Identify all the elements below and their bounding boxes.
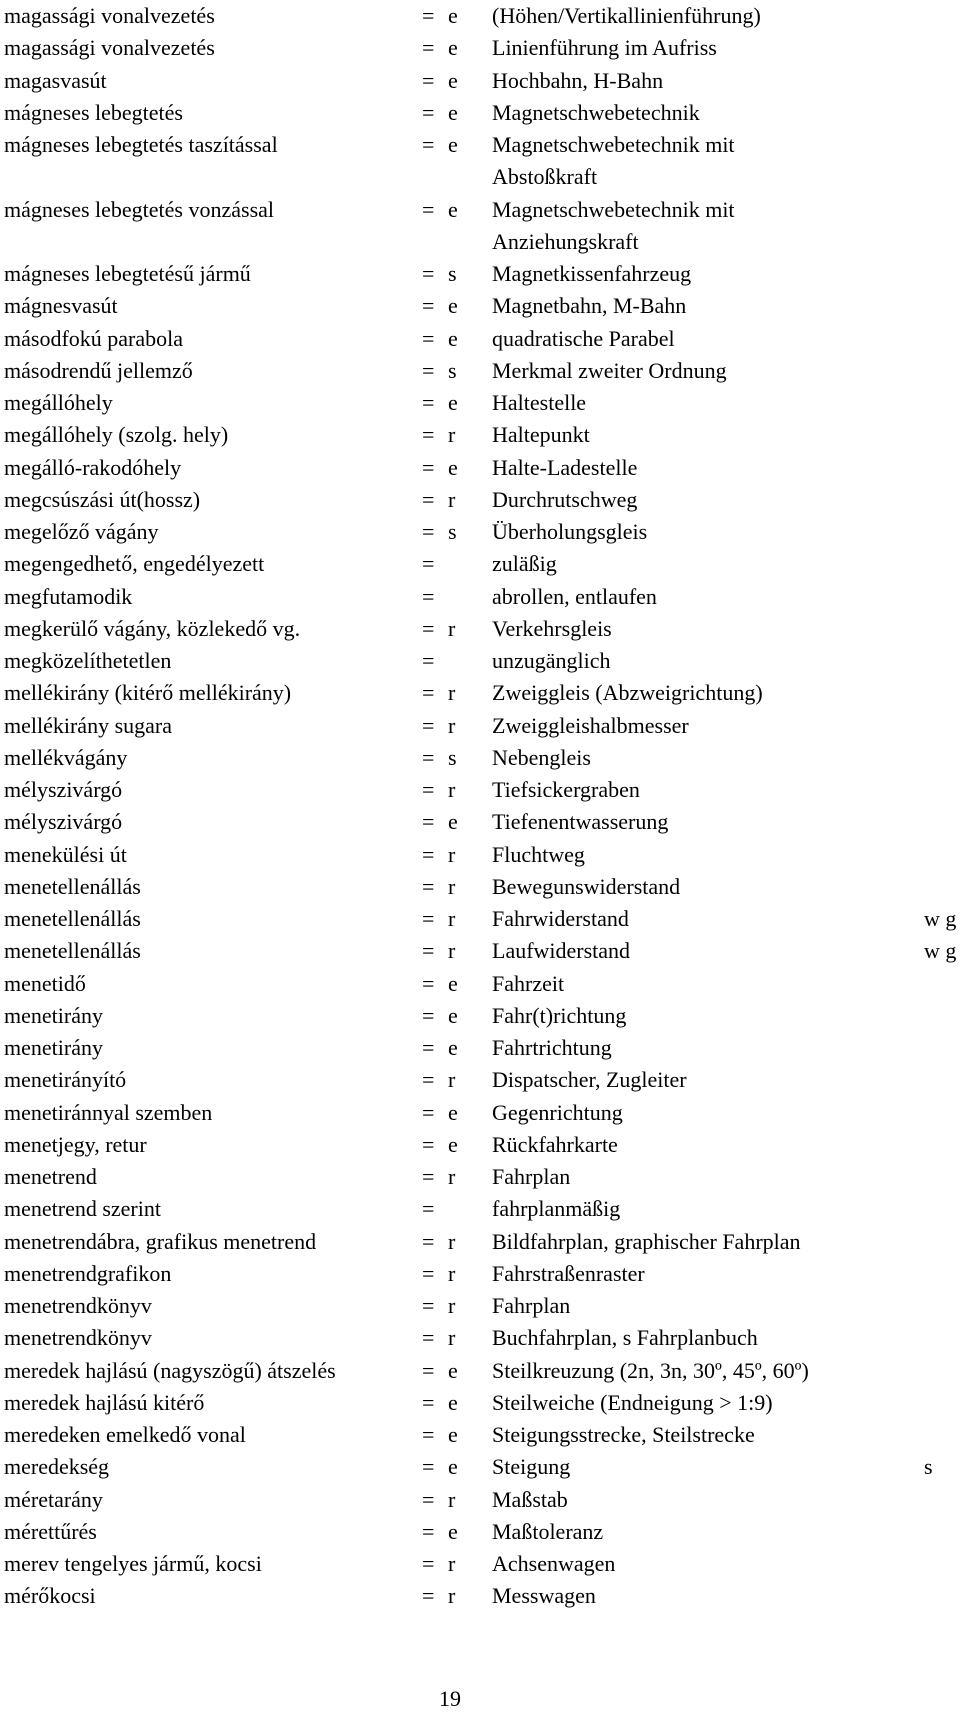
gender-marker: r xyxy=(448,1486,456,1512)
german-term: Fluchtweg xyxy=(492,841,585,867)
hungarian-term: megfutamodik xyxy=(4,583,133,609)
equals-sign: = xyxy=(422,1551,435,1576)
hungarian-term: mágneses lebegtetés vonzással xyxy=(4,196,275,222)
glossary-entry xyxy=(4,1548,960,1580)
hungarian-term: meredekség xyxy=(4,1454,110,1480)
german-term: Anziehungskraft xyxy=(492,228,639,254)
glossary-entry xyxy=(4,1032,960,1064)
page-number: 19 xyxy=(439,1686,461,1711)
gender-marker: e xyxy=(448,1131,458,1157)
german-term: Linienführung im Aufriss xyxy=(492,35,717,61)
gender-marker: r xyxy=(448,712,456,738)
german-term: Magnetbahn, M-Bahn xyxy=(492,293,687,319)
hungarian-term: menetrendábra, grafikus menetrend xyxy=(4,1228,317,1254)
equals-sign: = xyxy=(422,1099,435,1125)
glossary-entry xyxy=(4,613,960,645)
hungarian-term: meredek hajlású (nagyszögű) átszelés xyxy=(4,1357,336,1383)
equals-sign: = xyxy=(422,712,435,738)
gender-marker: r xyxy=(448,1164,456,1189)
glossary-entry xyxy=(4,1258,960,1290)
gender-marker: e xyxy=(448,1389,458,1415)
gender-marker: r xyxy=(448,422,456,448)
hungarian-term: mélyszivárgó xyxy=(4,777,123,802)
gender-marker: e xyxy=(448,1422,458,1447)
hungarian-term: menetidő xyxy=(4,970,86,996)
glossary-entry xyxy=(4,97,960,129)
german-term: Maßstab xyxy=(492,1486,568,1512)
equals-sign: = xyxy=(422,777,435,802)
glossary-entry xyxy=(4,1451,960,1483)
german-term: Verkehrsgleis xyxy=(492,615,612,641)
equals-sign: = xyxy=(422,357,435,383)
gender-marker: r xyxy=(448,1325,456,1351)
hungarian-term: megközelíthetetlen xyxy=(4,648,172,673)
equals-sign: = xyxy=(422,970,435,996)
equals-sign: = xyxy=(422,841,435,867)
equals-sign: = xyxy=(422,132,435,157)
hungarian-term: menetirány xyxy=(4,1035,103,1060)
equals-sign: = xyxy=(422,293,435,319)
equals-sign: = xyxy=(422,680,435,706)
glossary-entry xyxy=(4,968,960,1000)
equals-sign: = xyxy=(422,3,435,28)
hungarian-term: megkerülő vágány, közlekedő vg. xyxy=(4,615,301,641)
equals-sign: = xyxy=(422,1583,435,1609)
equals-sign: = xyxy=(422,196,435,222)
german-term: Fahrplan xyxy=(492,1164,571,1189)
gender-marker: e xyxy=(448,454,458,480)
equals-sign: = xyxy=(422,99,435,125)
equals-sign: = xyxy=(422,261,435,286)
equals-sign: = xyxy=(422,1357,435,1383)
glossary-list xyxy=(4,0,960,1613)
equals-sign: = xyxy=(422,67,435,93)
gender-marker: e xyxy=(448,1002,458,1028)
glossary-entry xyxy=(4,1580,960,1612)
equals-sign: = xyxy=(422,454,435,480)
hungarian-term: megelőző vágány xyxy=(4,519,159,544)
gender-marker: e xyxy=(448,99,458,125)
glossary-entry xyxy=(4,65,960,97)
german-term: Magnetkissenfahrzeug xyxy=(492,261,692,286)
hungarian-term: menetellenállás xyxy=(4,873,141,899)
equals-sign: = xyxy=(422,1454,435,1480)
equals-sign: = xyxy=(422,390,435,415)
german-term: Fahrstraßenraster xyxy=(492,1260,645,1286)
gender-marker: e xyxy=(448,809,458,835)
hungarian-term: megálló-rakodóhely xyxy=(4,454,182,480)
glossary-entry xyxy=(4,871,960,903)
hungarian-term: menetrendkönyv xyxy=(4,1293,152,1318)
german-term: Magnetschwebetechnik xyxy=(492,99,700,125)
equals-sign: = xyxy=(422,35,435,61)
glossary-entry xyxy=(4,1129,960,1161)
hungarian-term: mellékvágány xyxy=(4,744,128,770)
glossary-entry xyxy=(4,581,960,613)
glossary-entry xyxy=(4,387,960,419)
german-term: zuläßig xyxy=(492,551,557,577)
hungarian-term: menetrend szerint xyxy=(4,1196,161,1222)
equals-sign: = xyxy=(422,906,435,931)
gender-marker: e xyxy=(448,35,458,61)
glossary-entry xyxy=(4,645,960,677)
glossary-entry xyxy=(4,1484,960,1516)
equals-sign: = xyxy=(422,938,435,964)
glossary-entry xyxy=(4,710,960,742)
equals-sign: = xyxy=(422,1131,435,1157)
hungarian-term: mágneses lebegtetésű jármű xyxy=(4,261,251,286)
german-term: Magnetschwebetechnik mit xyxy=(492,132,735,157)
german-term: fahrplanmäßig xyxy=(492,1196,621,1222)
gender-marker: e xyxy=(448,1518,458,1544)
glossary-entry xyxy=(4,129,960,161)
gender-marker: r xyxy=(448,841,456,867)
german-term: Buchfahrplan, s Fahrplanbuch xyxy=(492,1325,758,1351)
glossary-entry xyxy=(4,484,960,516)
equals-sign: = xyxy=(422,615,435,641)
glossary-entry xyxy=(4,1193,960,1225)
glossary-entry xyxy=(4,161,960,193)
gender-marker: r xyxy=(448,938,456,964)
equals-sign: = xyxy=(422,1486,435,1512)
hungarian-term: másodrendű jellemző xyxy=(4,357,193,383)
gender-marker: s xyxy=(448,261,457,286)
glossary-entry xyxy=(4,548,960,580)
gender-marker: r xyxy=(448,1583,456,1609)
glossary-entry xyxy=(4,290,960,322)
gender-marker: e xyxy=(448,196,458,222)
hungarian-term: menekülési út xyxy=(4,841,127,867)
hungarian-term: menetjegy, retur xyxy=(4,1131,147,1157)
german-term: quadratische Parabel xyxy=(492,325,675,351)
german-term: Dispatscher, Zugleiter xyxy=(492,1067,687,1093)
german-term: Fahrzeit xyxy=(492,970,565,996)
equals-sign: = xyxy=(422,1260,435,1286)
hungarian-term: magassági vonalvezetés xyxy=(4,35,215,61)
glossary-entry xyxy=(4,1322,960,1354)
gender-marker: r xyxy=(448,1260,456,1286)
hungarian-term: menetirányító xyxy=(4,1067,127,1093)
equals-sign: = xyxy=(422,744,435,770)
glossary-entry xyxy=(4,1355,960,1387)
german-term: Fahrwiderstand xyxy=(492,906,629,931)
glossary-entry xyxy=(4,1161,960,1193)
equals-sign: = xyxy=(422,1164,435,1189)
equals-sign: = xyxy=(422,1035,435,1060)
glossary-entry xyxy=(4,1290,960,1322)
equals-sign: = xyxy=(422,422,435,448)
glossary-entry xyxy=(4,1516,960,1548)
gender-marker: r xyxy=(448,486,456,512)
equals-sign: = xyxy=(422,1067,435,1093)
glossary-entry xyxy=(4,677,960,709)
german-term: Bewegunswiderstand xyxy=(492,873,681,899)
equals-sign: = xyxy=(422,648,435,673)
german-term: Abstoßkraft xyxy=(492,164,598,190)
gender-marker: e xyxy=(448,67,458,93)
glossary-entry xyxy=(4,194,960,226)
german-term: Magnetschwebetechnik mit xyxy=(492,196,735,222)
gender-marker: r xyxy=(448,906,456,931)
hungarian-term: menetellenállás xyxy=(4,906,141,931)
equals-sign: = xyxy=(422,1002,435,1028)
equals-sign: = xyxy=(422,1228,435,1254)
german-term: Zweiggleis (Abzweigrichtung) xyxy=(492,680,763,706)
equals-sign: = xyxy=(422,486,435,512)
german-term: Achsenwagen xyxy=(492,1551,616,1576)
hungarian-term: mellékirány sugara xyxy=(4,712,172,738)
german-term: Steilkreuzung (2n, 3n, 30º, 45º, 60º) xyxy=(492,1357,809,1383)
glossary-entry xyxy=(4,1097,960,1129)
german-term: Rückfahrkarte xyxy=(492,1131,618,1157)
gender-marker: s xyxy=(448,519,457,544)
gender-marker: e xyxy=(448,132,458,157)
german-term: Tiefenentwasserung xyxy=(492,809,669,835)
hungarian-term: menetirány xyxy=(4,1002,103,1028)
equals-sign: = xyxy=(422,519,435,544)
german-term: Fahrtrichtung xyxy=(492,1035,612,1060)
equals-sign: = xyxy=(422,325,435,351)
glossary-entry xyxy=(4,1000,960,1032)
equals-sign: = xyxy=(422,1293,435,1318)
hungarian-term: megállóhely (szolg. hely) xyxy=(4,422,229,448)
hungarian-term: merev tengelyes jármű, kocsi xyxy=(4,1551,262,1576)
hungarian-term: mágneses lebegtetés xyxy=(4,99,183,125)
german-term: Laufwiderstand xyxy=(492,938,631,964)
equals-sign: = xyxy=(422,873,435,899)
gender-marker: r xyxy=(448,873,456,899)
hungarian-term: magasvasút xyxy=(4,67,107,93)
hungarian-term: magassági vonalvezetés xyxy=(4,3,215,28)
hungarian-term: mélyszivárgó xyxy=(4,809,123,835)
hungarian-term: menetiránnyal szemben xyxy=(4,1099,213,1125)
gender-marker: r xyxy=(448,777,456,802)
hungarian-term: menetrend xyxy=(4,1164,97,1189)
german-term: Überholungsgleis xyxy=(492,519,648,544)
glossary-entry xyxy=(4,806,960,838)
hungarian-term: meredek hajlású kitérő xyxy=(4,1389,205,1415)
glossary-entry xyxy=(4,774,960,806)
german-term: Fahrplan xyxy=(492,1293,571,1318)
glossary-entry xyxy=(4,355,960,387)
hungarian-term: megcsúszási út(hossz) xyxy=(4,486,201,512)
hungarian-term: méretarány xyxy=(4,1486,103,1512)
glossary-entry xyxy=(4,1064,960,1096)
glossary-entry xyxy=(4,323,960,355)
glossary-entry xyxy=(4,258,960,290)
german-term: (Höhen/Vertikallinienführung) xyxy=(492,3,761,28)
german-term: Halte-Ladestelle xyxy=(492,454,638,480)
german-term: Maßtoleranz xyxy=(492,1518,604,1544)
hungarian-term: meredeken emelkedő vonal xyxy=(4,1422,246,1447)
hungarian-term: megengedhető, engedélyezett xyxy=(4,551,265,577)
glossary-entry xyxy=(4,419,960,451)
gender-marker: r xyxy=(448,1067,456,1093)
gender-marker: e xyxy=(448,1099,458,1125)
side-note: s xyxy=(924,1454,933,1480)
gender-marker: e xyxy=(448,970,458,996)
glossary-entry xyxy=(4,1226,960,1258)
glossary-entry xyxy=(4,742,960,774)
equals-sign: = xyxy=(422,1389,435,1415)
german-term: Bildfahrplan, graphischer Fahrplan xyxy=(492,1228,801,1254)
gender-marker: r xyxy=(448,615,456,641)
german-term: Fahr(t)richtung xyxy=(492,1002,627,1028)
gender-marker: e xyxy=(448,3,458,28)
gender-marker: s xyxy=(448,357,457,383)
hungarian-term: menetrendkönyv xyxy=(4,1325,152,1351)
equals-sign: = xyxy=(422,1196,435,1222)
side-note: w g xyxy=(924,906,957,931)
german-term: abrollen, entlaufen xyxy=(492,583,657,609)
german-term: Gegenrichtung xyxy=(492,1099,623,1125)
german-term: Merkmal zweiter Ordnung xyxy=(492,357,727,383)
glossary-entry xyxy=(4,226,960,258)
equals-sign: = xyxy=(422,1518,435,1544)
german-term: Steigung xyxy=(492,1454,571,1480)
hungarian-term: mérőkocsi xyxy=(4,1583,96,1609)
hungarian-term: mellékirány (kitérő mellékirány) xyxy=(4,680,292,706)
german-term: Zweiggleishalbmesser xyxy=(492,712,689,738)
hungarian-term: másodfokú parabola xyxy=(4,325,183,351)
german-term: Messwagen xyxy=(492,1583,596,1609)
equals-sign: = xyxy=(422,1325,435,1351)
hungarian-term: mérettűrés xyxy=(4,1518,97,1544)
hungarian-term: mágneses lebegtetés taszítással xyxy=(4,132,278,157)
equals-sign: = xyxy=(422,583,435,609)
german-term: Steilweiche (Endneigung > 1:9) xyxy=(492,1389,773,1415)
gender-marker: r xyxy=(448,1228,456,1254)
gender-marker: r xyxy=(448,1551,456,1576)
equals-sign: = xyxy=(422,551,435,577)
glossary-entry xyxy=(4,1387,960,1419)
gender-marker: e xyxy=(448,1035,458,1060)
glossary-entry xyxy=(4,452,960,484)
gender-marker: e xyxy=(448,1357,458,1383)
glossary-entry xyxy=(4,839,960,871)
equals-sign: = xyxy=(422,1422,435,1447)
german-term: Hochbahn, H-Bahn xyxy=(492,67,664,93)
german-term: Steigungsstrecke, Steilstrecke xyxy=(492,1422,755,1447)
hungarian-term: menetellenállás xyxy=(4,938,141,964)
german-term: Haltepunkt xyxy=(492,422,590,448)
german-term: Haltestelle xyxy=(492,390,587,415)
german-term: unzugänglich xyxy=(492,648,611,673)
gender-marker: r xyxy=(448,680,456,706)
side-note: w g xyxy=(924,938,957,964)
glossary-entry xyxy=(4,935,960,967)
german-term: Tiefsickergraben xyxy=(492,777,640,802)
gender-marker: e xyxy=(448,293,458,319)
glossary-entry xyxy=(4,1419,960,1451)
gender-marker: e xyxy=(448,390,458,415)
gender-marker: e xyxy=(448,325,458,351)
german-term: Nebengleis xyxy=(492,744,591,770)
glossary-entry xyxy=(4,0,960,32)
gender-marker: e xyxy=(448,1454,458,1480)
gender-marker: s xyxy=(448,744,457,770)
german-term: Durchrutschweg xyxy=(492,486,638,512)
glossary-entry xyxy=(4,903,960,935)
glossary-entry xyxy=(4,516,960,548)
hungarian-term: mágnesvasút xyxy=(4,293,118,319)
glossary-entry xyxy=(4,32,960,64)
gender-marker: r xyxy=(448,1293,456,1318)
hungarian-term: megállóhely xyxy=(4,390,113,415)
equals-sign: = xyxy=(422,809,435,835)
hungarian-term: menetrendgrafikon xyxy=(4,1260,172,1286)
